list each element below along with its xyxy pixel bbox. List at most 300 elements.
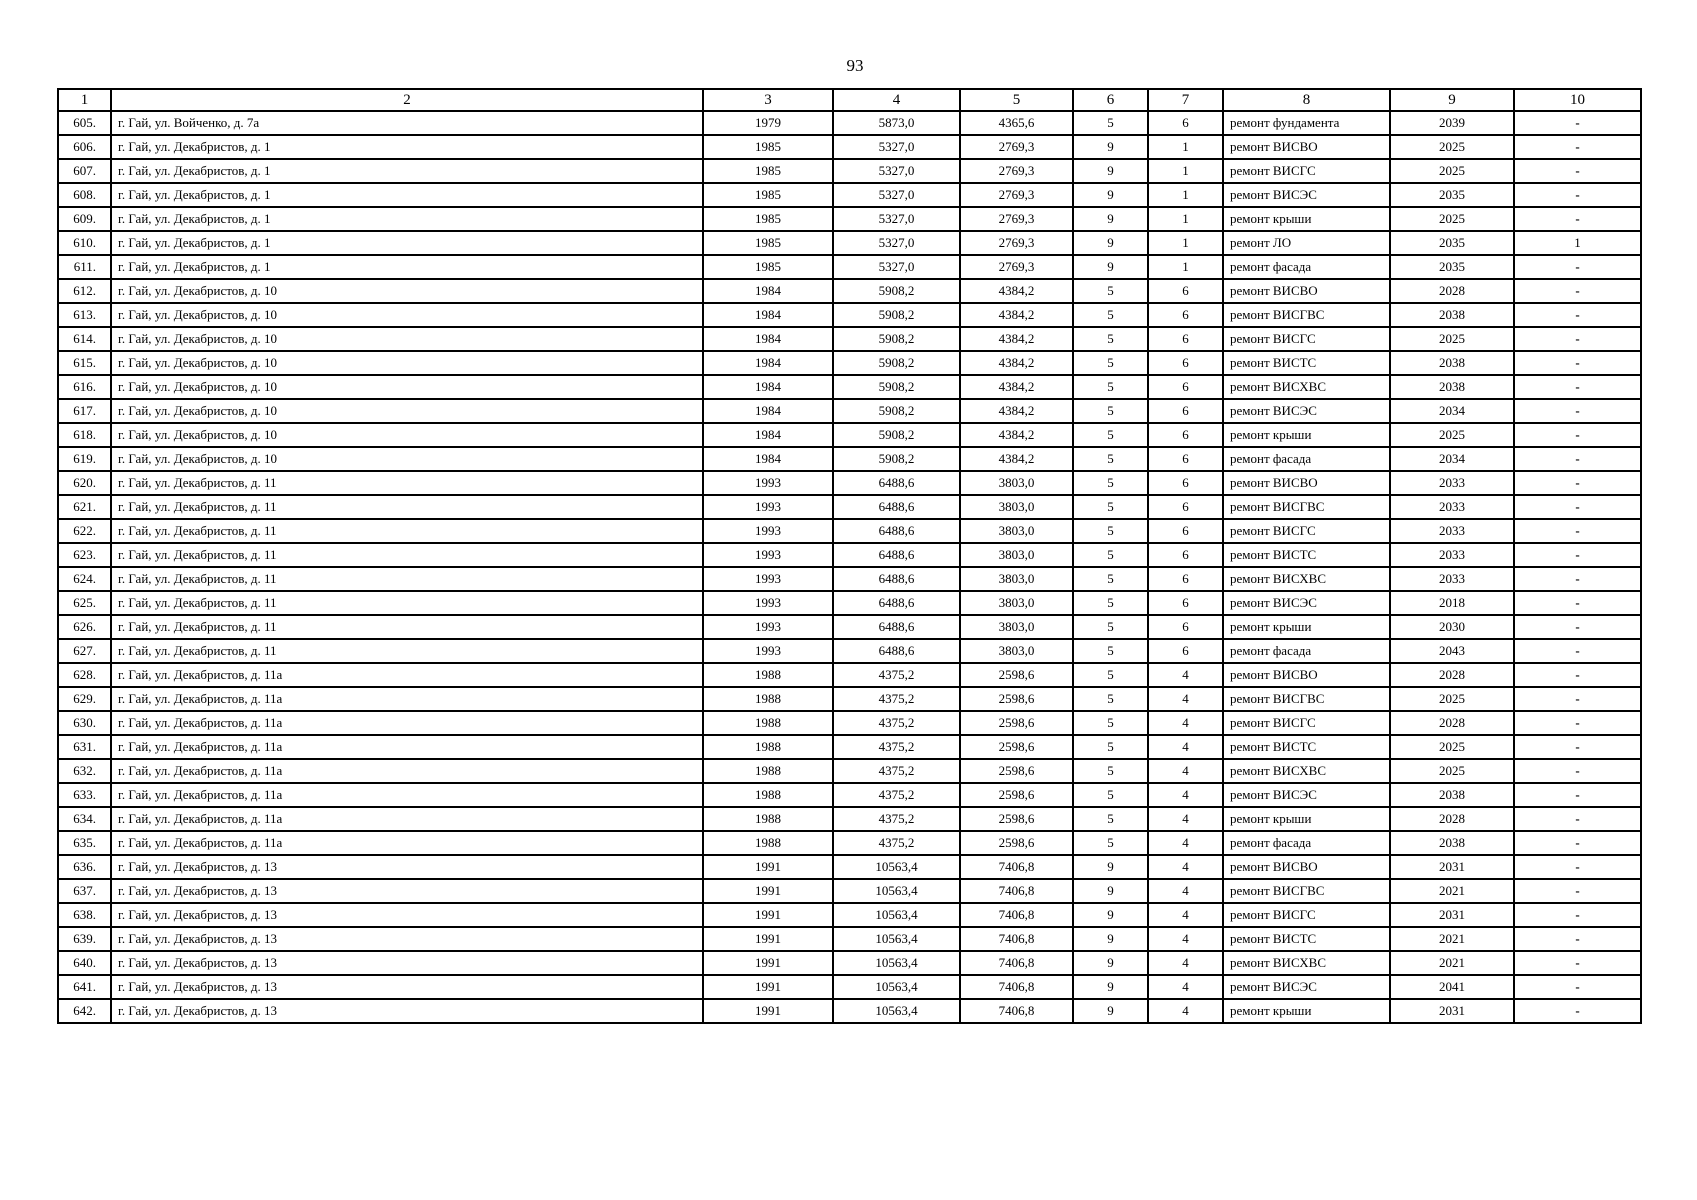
entrances-cell: 1 bbox=[1148, 135, 1223, 159]
living-area-cell: 2769,3 bbox=[960, 207, 1073, 231]
total-area-cell: 4375,2 bbox=[833, 663, 960, 687]
entrances-cell: 4 bbox=[1148, 735, 1223, 759]
extra-value-cell: - bbox=[1514, 351, 1641, 375]
column-header-2: 2 bbox=[111, 89, 703, 111]
living-area-cell: 3803,0 bbox=[960, 495, 1073, 519]
floors-cell: 5 bbox=[1073, 471, 1148, 495]
address-cell: г. Гай, ул. Декабристов, д. 11 bbox=[111, 495, 703, 519]
row-number-cell: 640. bbox=[58, 951, 111, 975]
total-area-cell: 10563,4 bbox=[833, 951, 960, 975]
repair-year-cell: 2031 bbox=[1390, 999, 1514, 1023]
table-row bbox=[58, 903, 1641, 927]
address-cell: г. Гай, ул. Декабристов, д. 1 bbox=[111, 231, 703, 255]
floors-cell: 9 bbox=[1073, 903, 1148, 927]
total-area-cell: 5908,2 bbox=[833, 399, 960, 423]
extra-value-cell: - bbox=[1514, 375, 1641, 399]
work-type-cell: ремонт ВИСГВС bbox=[1223, 687, 1390, 711]
extra-value-cell: - bbox=[1514, 927, 1641, 951]
address-cell: г. Гай, ул. Декабристов, д. 11а bbox=[111, 687, 703, 711]
total-area-cell: 6488,6 bbox=[833, 543, 960, 567]
repair-year-cell: 2038 bbox=[1390, 831, 1514, 855]
entrances-cell: 6 bbox=[1148, 495, 1223, 519]
total-area-cell: 4375,2 bbox=[833, 759, 960, 783]
year-built-cell: 1988 bbox=[703, 831, 833, 855]
living-area-cell: 3803,0 bbox=[960, 639, 1073, 663]
work-type-cell: ремонт ВИСГС bbox=[1223, 327, 1390, 351]
work-type-cell: ремонт фасада bbox=[1223, 831, 1390, 855]
extra-value-cell: - bbox=[1514, 951, 1641, 975]
year-built-cell: 1988 bbox=[703, 783, 833, 807]
repair-year-cell: 2031 bbox=[1390, 903, 1514, 927]
work-type-cell: ремонт ВИСХВС bbox=[1223, 759, 1390, 783]
table-row bbox=[58, 327, 1641, 351]
entrances-cell: 1 bbox=[1148, 231, 1223, 255]
entrances-cell: 6 bbox=[1148, 375, 1223, 399]
total-area-cell: 5327,0 bbox=[833, 207, 960, 231]
row-number-cell: 624. bbox=[58, 567, 111, 591]
address-cell: г. Гай, ул. Декабристов, д. 10 bbox=[111, 399, 703, 423]
living-area-cell: 4384,2 bbox=[960, 303, 1073, 327]
floors-cell: 9 bbox=[1073, 183, 1148, 207]
floors-cell: 5 bbox=[1073, 495, 1148, 519]
total-area-cell: 5327,0 bbox=[833, 135, 960, 159]
floors-cell: 5 bbox=[1073, 807, 1148, 831]
table-row bbox=[58, 639, 1641, 663]
table-row bbox=[58, 447, 1641, 471]
repair-year-cell: 2035 bbox=[1390, 231, 1514, 255]
work-type-cell: ремонт ВИСЭС bbox=[1223, 975, 1390, 999]
floors-cell: 5 bbox=[1073, 111, 1148, 135]
floors-cell: 9 bbox=[1073, 975, 1148, 999]
row-number-cell: 608. bbox=[58, 183, 111, 207]
table-row bbox=[58, 303, 1641, 327]
entrances-cell: 6 bbox=[1148, 567, 1223, 591]
extra-value-cell: - bbox=[1514, 663, 1641, 687]
repair-year-cell: 2025 bbox=[1390, 735, 1514, 759]
row-number-cell: 633. bbox=[58, 783, 111, 807]
living-area-cell: 4384,2 bbox=[960, 399, 1073, 423]
total-area-cell: 10563,4 bbox=[833, 927, 960, 951]
extra-value-cell: - bbox=[1514, 135, 1641, 159]
living-area-cell: 7406,8 bbox=[960, 855, 1073, 879]
year-built-cell: 1991 bbox=[703, 903, 833, 927]
year-built-cell: 1993 bbox=[703, 591, 833, 615]
year-built-cell: 1991 bbox=[703, 999, 833, 1023]
floors-cell: 9 bbox=[1073, 855, 1148, 879]
extra-value-cell: - bbox=[1514, 327, 1641, 351]
year-built-cell: 1984 bbox=[703, 399, 833, 423]
living-area-cell: 4384,2 bbox=[960, 279, 1073, 303]
year-built-cell: 1985 bbox=[703, 183, 833, 207]
floors-cell: 5 bbox=[1073, 351, 1148, 375]
address-cell: г. Гай, ул. Декабристов, д. 11 bbox=[111, 591, 703, 615]
work-type-cell: ремонт крыши bbox=[1223, 207, 1390, 231]
extra-value-cell: - bbox=[1514, 903, 1641, 927]
entrances-cell: 4 bbox=[1148, 927, 1223, 951]
extra-value-cell: - bbox=[1514, 471, 1641, 495]
total-area-cell: 10563,4 bbox=[833, 999, 960, 1023]
table-row bbox=[58, 591, 1641, 615]
year-built-cell: 1984 bbox=[703, 327, 833, 351]
total-area-cell: 10563,4 bbox=[833, 855, 960, 879]
row-number-cell: 629. bbox=[58, 687, 111, 711]
extra-value-cell: - bbox=[1514, 615, 1641, 639]
work-type-cell: ремонт ВИСВО bbox=[1223, 471, 1390, 495]
living-area-cell: 2598,6 bbox=[960, 831, 1073, 855]
row-number-cell: 605. bbox=[58, 111, 111, 135]
year-built-cell: 1993 bbox=[703, 471, 833, 495]
entrances-cell: 4 bbox=[1148, 999, 1223, 1023]
repair-year-cell: 2034 bbox=[1390, 399, 1514, 423]
work-type-cell: ремонт ВИСГС bbox=[1223, 903, 1390, 927]
column-header-5: 5 bbox=[960, 89, 1073, 111]
row-number-cell: 636. bbox=[58, 855, 111, 879]
work-type-cell: ремонт ВИСГС bbox=[1223, 159, 1390, 183]
work-type-cell: ремонт ВИСТС bbox=[1223, 351, 1390, 375]
total-area-cell: 5908,2 bbox=[833, 303, 960, 327]
total-area-cell: 10563,4 bbox=[833, 879, 960, 903]
floors-cell: 5 bbox=[1073, 423, 1148, 447]
repair-year-cell: 2033 bbox=[1390, 495, 1514, 519]
living-area-cell: 3803,0 bbox=[960, 567, 1073, 591]
row-number-cell: 639. bbox=[58, 927, 111, 951]
total-area-cell: 5908,2 bbox=[833, 327, 960, 351]
repair-year-cell: 2041 bbox=[1390, 975, 1514, 999]
repair-year-cell: 2028 bbox=[1390, 711, 1514, 735]
address-cell: г. Гай, ул. Декабристов, д. 13 bbox=[111, 879, 703, 903]
floors-cell: 9 bbox=[1073, 159, 1148, 183]
entrances-cell: 4 bbox=[1148, 687, 1223, 711]
total-area-cell: 4375,2 bbox=[833, 735, 960, 759]
entrances-cell: 6 bbox=[1148, 351, 1223, 375]
total-area-cell: 6488,6 bbox=[833, 639, 960, 663]
repair-year-cell: 2031 bbox=[1390, 855, 1514, 879]
entrances-cell: 4 bbox=[1148, 759, 1223, 783]
work-type-cell: ремонт ВИСВО bbox=[1223, 663, 1390, 687]
extra-value-cell: - bbox=[1514, 591, 1641, 615]
repair-year-cell: 2028 bbox=[1390, 279, 1514, 303]
floors-cell: 9 bbox=[1073, 231, 1148, 255]
extra-value-cell: - bbox=[1514, 399, 1641, 423]
address-cell: г. Гай, ул. Декабристов, д. 1 bbox=[111, 255, 703, 279]
year-built-cell: 1985 bbox=[703, 159, 833, 183]
table-row bbox=[58, 735, 1641, 759]
living-area-cell: 4384,2 bbox=[960, 423, 1073, 447]
total-area-cell: 6488,6 bbox=[833, 567, 960, 591]
floors-cell: 5 bbox=[1073, 663, 1148, 687]
extra-value-cell: - bbox=[1514, 111, 1641, 135]
work-type-cell: ремонт ВИСВО bbox=[1223, 855, 1390, 879]
repair-year-cell: 2025 bbox=[1390, 327, 1514, 351]
living-area-cell: 3803,0 bbox=[960, 615, 1073, 639]
address-cell: г. Гай, ул. Декабристов, д. 13 bbox=[111, 855, 703, 879]
work-type-cell: ремонт ВИСГС bbox=[1223, 519, 1390, 543]
row-number-cell: 607. bbox=[58, 159, 111, 183]
table-row bbox=[58, 135, 1641, 159]
table-row bbox=[58, 783, 1641, 807]
entrances-cell: 6 bbox=[1148, 327, 1223, 351]
work-type-cell: ремонт фасада bbox=[1223, 639, 1390, 663]
year-built-cell: 1991 bbox=[703, 951, 833, 975]
table-row bbox=[58, 951, 1641, 975]
column-header-7: 7 bbox=[1148, 89, 1223, 111]
living-area-cell: 7406,8 bbox=[960, 927, 1073, 951]
total-area-cell: 4375,2 bbox=[833, 687, 960, 711]
entrances-cell: 6 bbox=[1148, 423, 1223, 447]
row-number-cell: 628. bbox=[58, 663, 111, 687]
extra-value-cell: - bbox=[1514, 783, 1641, 807]
row-number-cell: 642. bbox=[58, 999, 111, 1023]
entrances-cell: 4 bbox=[1148, 951, 1223, 975]
repair-year-cell: 2025 bbox=[1390, 135, 1514, 159]
repair-year-cell: 2035 bbox=[1390, 183, 1514, 207]
year-built-cell: 1979 bbox=[703, 111, 833, 135]
row-number-cell: 612. bbox=[58, 279, 111, 303]
extra-value-cell: - bbox=[1514, 303, 1641, 327]
total-area-cell: 6488,6 bbox=[833, 591, 960, 615]
extra-value-cell: - bbox=[1514, 807, 1641, 831]
extra-value-cell: - bbox=[1514, 999, 1641, 1023]
living-area-cell: 7406,8 bbox=[960, 975, 1073, 999]
floors-cell: 9 bbox=[1073, 999, 1148, 1023]
repair-year-cell: 2038 bbox=[1390, 303, 1514, 327]
table-row bbox=[58, 375, 1641, 399]
entrances-cell: 6 bbox=[1148, 303, 1223, 327]
floors-cell: 5 bbox=[1073, 543, 1148, 567]
row-number-cell: 626. bbox=[58, 615, 111, 639]
total-area-cell: 5908,2 bbox=[833, 447, 960, 471]
column-header-4: 4 bbox=[833, 89, 960, 111]
work-type-cell: ремонт крыши bbox=[1223, 423, 1390, 447]
repair-year-cell: 2033 bbox=[1390, 471, 1514, 495]
table-body bbox=[58, 111, 1641, 1023]
repair-year-cell: 2028 bbox=[1390, 663, 1514, 687]
extra-value-cell: - bbox=[1514, 759, 1641, 783]
living-area-cell: 4384,2 bbox=[960, 375, 1073, 399]
row-number-cell: 627. bbox=[58, 639, 111, 663]
total-area-cell: 6488,6 bbox=[833, 519, 960, 543]
year-built-cell: 1985 bbox=[703, 231, 833, 255]
entrances-cell: 6 bbox=[1148, 543, 1223, 567]
row-number-cell: 634. bbox=[58, 807, 111, 831]
repair-year-cell: 2025 bbox=[1390, 759, 1514, 783]
floors-cell: 5 bbox=[1073, 375, 1148, 399]
row-number-cell: 641. bbox=[58, 975, 111, 999]
address-cell: г. Гай, ул. Декабристов, д. 11а bbox=[111, 807, 703, 831]
living-area-cell: 2598,6 bbox=[960, 663, 1073, 687]
extra-value-cell: - bbox=[1514, 567, 1641, 591]
repair-year-cell: 2039 bbox=[1390, 111, 1514, 135]
repair-year-cell: 2025 bbox=[1390, 159, 1514, 183]
living-area-cell: 2598,6 bbox=[960, 735, 1073, 759]
floors-cell: 9 bbox=[1073, 927, 1148, 951]
table-row bbox=[58, 615, 1641, 639]
entrances-cell: 1 bbox=[1148, 159, 1223, 183]
column-header-3: 3 bbox=[703, 89, 833, 111]
floors-cell: 5 bbox=[1073, 567, 1148, 591]
repair-year-cell: 2035 bbox=[1390, 255, 1514, 279]
table-row bbox=[58, 111, 1641, 135]
year-built-cell: 1985 bbox=[703, 255, 833, 279]
row-number-cell: 613. bbox=[58, 303, 111, 327]
work-type-cell: ремонт ВИСЭС bbox=[1223, 183, 1390, 207]
entrances-cell: 6 bbox=[1148, 279, 1223, 303]
extra-value-cell: - bbox=[1514, 735, 1641, 759]
address-cell: г. Гай, ул. Декабристов, д. 10 bbox=[111, 447, 703, 471]
row-number-cell: 622. bbox=[58, 519, 111, 543]
table-row bbox=[58, 471, 1641, 495]
entrances-cell: 1 bbox=[1148, 255, 1223, 279]
repair-year-cell: 2021 bbox=[1390, 927, 1514, 951]
entrances-cell: 6 bbox=[1148, 591, 1223, 615]
extra-value-cell: - bbox=[1514, 255, 1641, 279]
floors-cell: 5 bbox=[1073, 591, 1148, 615]
row-number-cell: 610. bbox=[58, 231, 111, 255]
year-built-cell: 1988 bbox=[703, 735, 833, 759]
work-type-cell: ремонт ВИСГВС bbox=[1223, 879, 1390, 903]
table-row bbox=[58, 687, 1641, 711]
year-built-cell: 1988 bbox=[703, 687, 833, 711]
extra-value-cell: - bbox=[1514, 159, 1641, 183]
address-cell: г. Гай, ул. Декабристов, д. 10 bbox=[111, 351, 703, 375]
entrances-cell: 6 bbox=[1148, 471, 1223, 495]
entrances-cell: 4 bbox=[1148, 663, 1223, 687]
floors-cell: 5 bbox=[1073, 327, 1148, 351]
floors-cell: 5 bbox=[1073, 639, 1148, 663]
extra-value-cell: - bbox=[1514, 447, 1641, 471]
row-number-cell: 620. bbox=[58, 471, 111, 495]
work-type-cell: ремонт ВИСТС bbox=[1223, 735, 1390, 759]
row-number-cell: 619. bbox=[58, 447, 111, 471]
living-area-cell: 2769,3 bbox=[960, 255, 1073, 279]
address-cell: г. Гай, ул. Декабристов, д. 1 bbox=[111, 183, 703, 207]
work-type-cell: ремонт ВИСВО bbox=[1223, 279, 1390, 303]
row-number-cell: 625. bbox=[58, 591, 111, 615]
repair-year-cell: 2038 bbox=[1390, 375, 1514, 399]
row-number-cell: 617. bbox=[58, 399, 111, 423]
entrances-cell: 6 bbox=[1148, 111, 1223, 135]
living-area-cell: 2769,3 bbox=[960, 135, 1073, 159]
row-number-cell: 621. bbox=[58, 495, 111, 519]
entrances-cell: 4 bbox=[1148, 807, 1223, 831]
address-cell: г. Гай, ул. Войченко, д. 7а bbox=[111, 111, 703, 135]
address-cell: г. Гай, ул. Декабристов, д. 11 bbox=[111, 543, 703, 567]
table-row bbox=[58, 975, 1641, 999]
total-area-cell: 5327,0 bbox=[833, 159, 960, 183]
repair-year-cell: 2018 bbox=[1390, 591, 1514, 615]
address-cell: г. Гай, ул. Декабристов, д. 10 bbox=[111, 327, 703, 351]
entrances-cell: 1 bbox=[1148, 207, 1223, 231]
table-row bbox=[58, 231, 1641, 255]
total-area-cell: 6488,6 bbox=[833, 615, 960, 639]
year-built-cell: 1984 bbox=[703, 447, 833, 471]
year-built-cell: 1993 bbox=[703, 543, 833, 567]
living-area-cell: 2769,3 bbox=[960, 159, 1073, 183]
row-number-cell: 632. bbox=[58, 759, 111, 783]
address-cell: г. Гай, ул. Декабристов, д. 13 bbox=[111, 975, 703, 999]
year-built-cell: 1984 bbox=[703, 303, 833, 327]
column-header-6: 6 bbox=[1073, 89, 1148, 111]
extra-value-cell: - bbox=[1514, 279, 1641, 303]
extra-value-cell: - bbox=[1514, 687, 1641, 711]
address-cell: г. Гай, ул. Декабристов, д. 11 bbox=[111, 567, 703, 591]
total-area-cell: 4375,2 bbox=[833, 807, 960, 831]
repair-year-cell: 2034 bbox=[1390, 447, 1514, 471]
entrances-cell: 4 bbox=[1148, 783, 1223, 807]
work-type-cell: ремонт ВИСГВС bbox=[1223, 495, 1390, 519]
repair-year-cell: 2043 bbox=[1390, 639, 1514, 663]
floors-cell: 9 bbox=[1073, 879, 1148, 903]
repair-year-cell: 2033 bbox=[1390, 543, 1514, 567]
table-row bbox=[58, 543, 1641, 567]
living-area-cell: 7406,8 bbox=[960, 879, 1073, 903]
row-number-cell: 606. bbox=[58, 135, 111, 159]
year-built-cell: 1993 bbox=[703, 519, 833, 543]
extra-value-cell: - bbox=[1514, 207, 1641, 231]
address-cell: г. Гай, ул. Декабристов, д. 11 bbox=[111, 639, 703, 663]
row-number-cell: 635. bbox=[58, 831, 111, 855]
work-type-cell: ремонт ВИСЭС bbox=[1223, 399, 1390, 423]
table-row bbox=[58, 183, 1641, 207]
extra-value-cell: - bbox=[1514, 975, 1641, 999]
row-number-cell: 623. bbox=[58, 543, 111, 567]
total-area-cell: 6488,6 bbox=[833, 495, 960, 519]
address-cell: г. Гай, ул. Декабристов, д. 1 bbox=[111, 135, 703, 159]
work-type-cell: ремонт ВИСТС bbox=[1223, 543, 1390, 567]
row-number-cell: 615. bbox=[58, 351, 111, 375]
repair-year-cell: 2025 bbox=[1390, 687, 1514, 711]
entrances-cell: 6 bbox=[1148, 615, 1223, 639]
table-row bbox=[58, 999, 1641, 1023]
row-number-cell: 611. bbox=[58, 255, 111, 279]
total-area-cell: 5908,2 bbox=[833, 423, 960, 447]
year-built-cell: 1984 bbox=[703, 351, 833, 375]
row-number-cell: 631. bbox=[58, 735, 111, 759]
year-built-cell: 1985 bbox=[703, 207, 833, 231]
living-area-cell: 4384,2 bbox=[960, 447, 1073, 471]
extra-value-cell: - bbox=[1514, 855, 1641, 879]
column-header-8: 8 bbox=[1223, 89, 1390, 111]
year-built-cell: 1984 bbox=[703, 423, 833, 447]
year-built-cell: 1985 bbox=[703, 135, 833, 159]
work-type-cell: ремонт крыши bbox=[1223, 615, 1390, 639]
table-row bbox=[58, 351, 1641, 375]
address-cell: г. Гай, ул. Декабристов, д. 11а bbox=[111, 663, 703, 687]
table-row bbox=[58, 831, 1641, 855]
table-row bbox=[58, 759, 1641, 783]
total-area-cell: 10563,4 bbox=[833, 903, 960, 927]
table-row bbox=[58, 711, 1641, 735]
entrances-cell: 6 bbox=[1148, 639, 1223, 663]
living-area-cell: 3803,0 bbox=[960, 543, 1073, 567]
floors-cell: 5 bbox=[1073, 399, 1148, 423]
repair-year-cell: 2038 bbox=[1390, 783, 1514, 807]
floors-cell: 5 bbox=[1073, 759, 1148, 783]
year-built-cell: 1988 bbox=[703, 759, 833, 783]
table-row bbox=[58, 423, 1641, 447]
year-built-cell: 1991 bbox=[703, 855, 833, 879]
year-built-cell: 1993 bbox=[703, 495, 833, 519]
total-area-cell: 5908,2 bbox=[833, 351, 960, 375]
extra-value-cell: - bbox=[1514, 831, 1641, 855]
living-area-cell: 7406,8 bbox=[960, 951, 1073, 975]
entrances-cell: 4 bbox=[1148, 903, 1223, 927]
table-row bbox=[58, 807, 1641, 831]
table-row bbox=[58, 159, 1641, 183]
repair-schedule-table bbox=[57, 88, 1642, 1024]
extra-value-cell: - bbox=[1514, 519, 1641, 543]
table-row bbox=[58, 255, 1641, 279]
